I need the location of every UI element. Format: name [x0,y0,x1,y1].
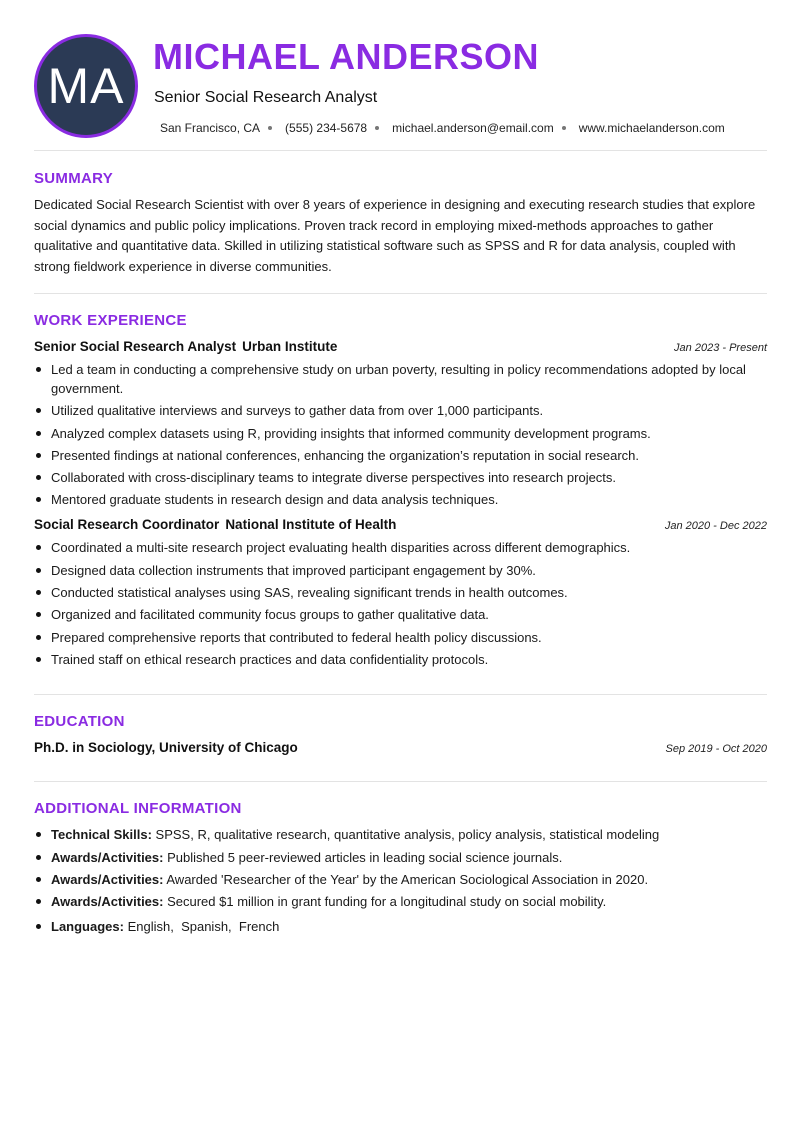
list-item [34,870,767,889]
job-bullets [34,360,767,509]
info-label: Languages: [51,919,124,935]
job-role: Senior Social Research Analyst [34,339,237,354]
list-item [34,825,767,844]
info-label: Awards/Activities: [51,894,164,910]
contact-location: San Francisco, CA [160,121,261,135]
list-item: Presented findings at national conferences, enhancing the organization’s reputation in social research. [34,446,767,465]
summary-section [34,151,767,293]
info-text: Awarded 'Researcher of the Year' by the American Sociological Association in 2020. [166,871,649,887]
contact-website[interactable]: www.michaelanderson.com [578,121,725,135]
separator-dot-icon [268,126,272,130]
additional-heading: ADDITIONAL INFORMATION [34,800,242,818]
job-title-line [34,339,337,354]
list-item [34,848,767,867]
info-label: Awards/Activities: [51,871,164,887]
separator-dot-icon [375,126,379,130]
separator-dot-icon [562,126,566,130]
list-item: Led a team in conducting a comprehensive study on urban poverty, resulting in policy recommendations adopted by local government. [34,360,767,398]
list-item [34,917,767,936]
list-item: Utilized qualitative interviews and surveys to gather data from over 1,000 participants. [34,401,767,420]
list-item: Analyzed complex datasets using R, providing insights that informed community development programs. [34,424,767,443]
list-item: Designed data collection instruments that improved participant engagement by 30%. [34,561,767,580]
experience-heading: WORK EXPERIENCE [34,312,187,329]
job-header [34,339,767,354]
degree: Ph.D. in Sociology, University of Chicago [34,740,298,756]
job-dates: Jan 2023 - Present [674,342,767,354]
info-text: Secured $1 million in grant funding for a longitudinal study on social mobility. [167,894,607,910]
job-entry [34,339,767,509]
job-entry [34,517,767,668]
contact-phone: (555) 234-5678 [285,121,368,135]
education-section [34,695,767,781]
contact-email[interactable]: michael.anderson@email.com [392,121,554,135]
job-bullets [34,538,767,668]
info-text: Published 5 peer-reviewed articles in leading social science journals. [167,849,563,865]
list-item [34,892,767,911]
resume-header [34,0,767,150]
avatar-initials: MA [47,58,125,114]
list-item: Coordinated a multi-site research project evaluating health disparities across different demographics. [34,538,767,557]
list-item: Collaborated with cross-disciplinary teams to integrate diverse perspectives into research projects. [34,468,767,487]
candidate-name: MICHAEL ANDERSON [153,36,540,77]
list-item: Trained staff on ethical research practices and data confidentiality protocols. [34,650,767,669]
job-dates: Jan 2020 - Dec 2022 [664,520,767,533]
candidate-title: Senior Social Research Analyst [154,89,378,106]
experience-section [34,294,767,694]
list-item: Mentored graduate students in research design and data analysis techniques. [34,490,767,509]
additional-section [34,782,767,936]
additional-list [34,825,767,936]
job-organization: Urban Institute [242,339,338,354]
summary-text: Dedicated Social Research Scientist with over 8 years of experience in designing and executing research studies that explore social dynamics and public policy implications. Proven track record in employing mixed-methods approaches to gather qualitative and quantitative data. Skilled in utilizing statistical software such as SPSS and R for data analysis, coupled with strong fieldwork experience in diverse communities. [34,197,756,274]
job-role: Social Research Coordinator [34,517,220,533]
info-label: Awards/Activities: [51,849,164,865]
avatar [34,34,138,138]
list-item: Conducted statistical analyses using SAS, revealing significant trends in health outcomes. [34,583,767,602]
info-label: Technical Skills: [51,827,152,843]
info-text: English, Spanish, French [127,919,280,935]
info-text: SPSS, R, qualitative research, quantitative analysis, policy analysis, statistical modeling [155,827,660,843]
resume-page [34,0,767,939]
list-item: Organized and facilitated community focus groups to gather qualitative data. [34,605,767,624]
education-entry [34,740,767,755]
summary-heading: SUMMARY [34,170,114,187]
list-item: Prepared comprehensive reports that contributed to federal health policy discussions. [34,628,767,647]
job-header [34,517,767,532]
education-heading: EDUCATION [34,713,125,731]
job-organization: National Institute of Health [225,517,397,533]
contact-bar [160,121,725,135]
job-title-line [34,517,396,532]
education-dates: Sep 2019 - Oct 2020 [665,743,767,756]
